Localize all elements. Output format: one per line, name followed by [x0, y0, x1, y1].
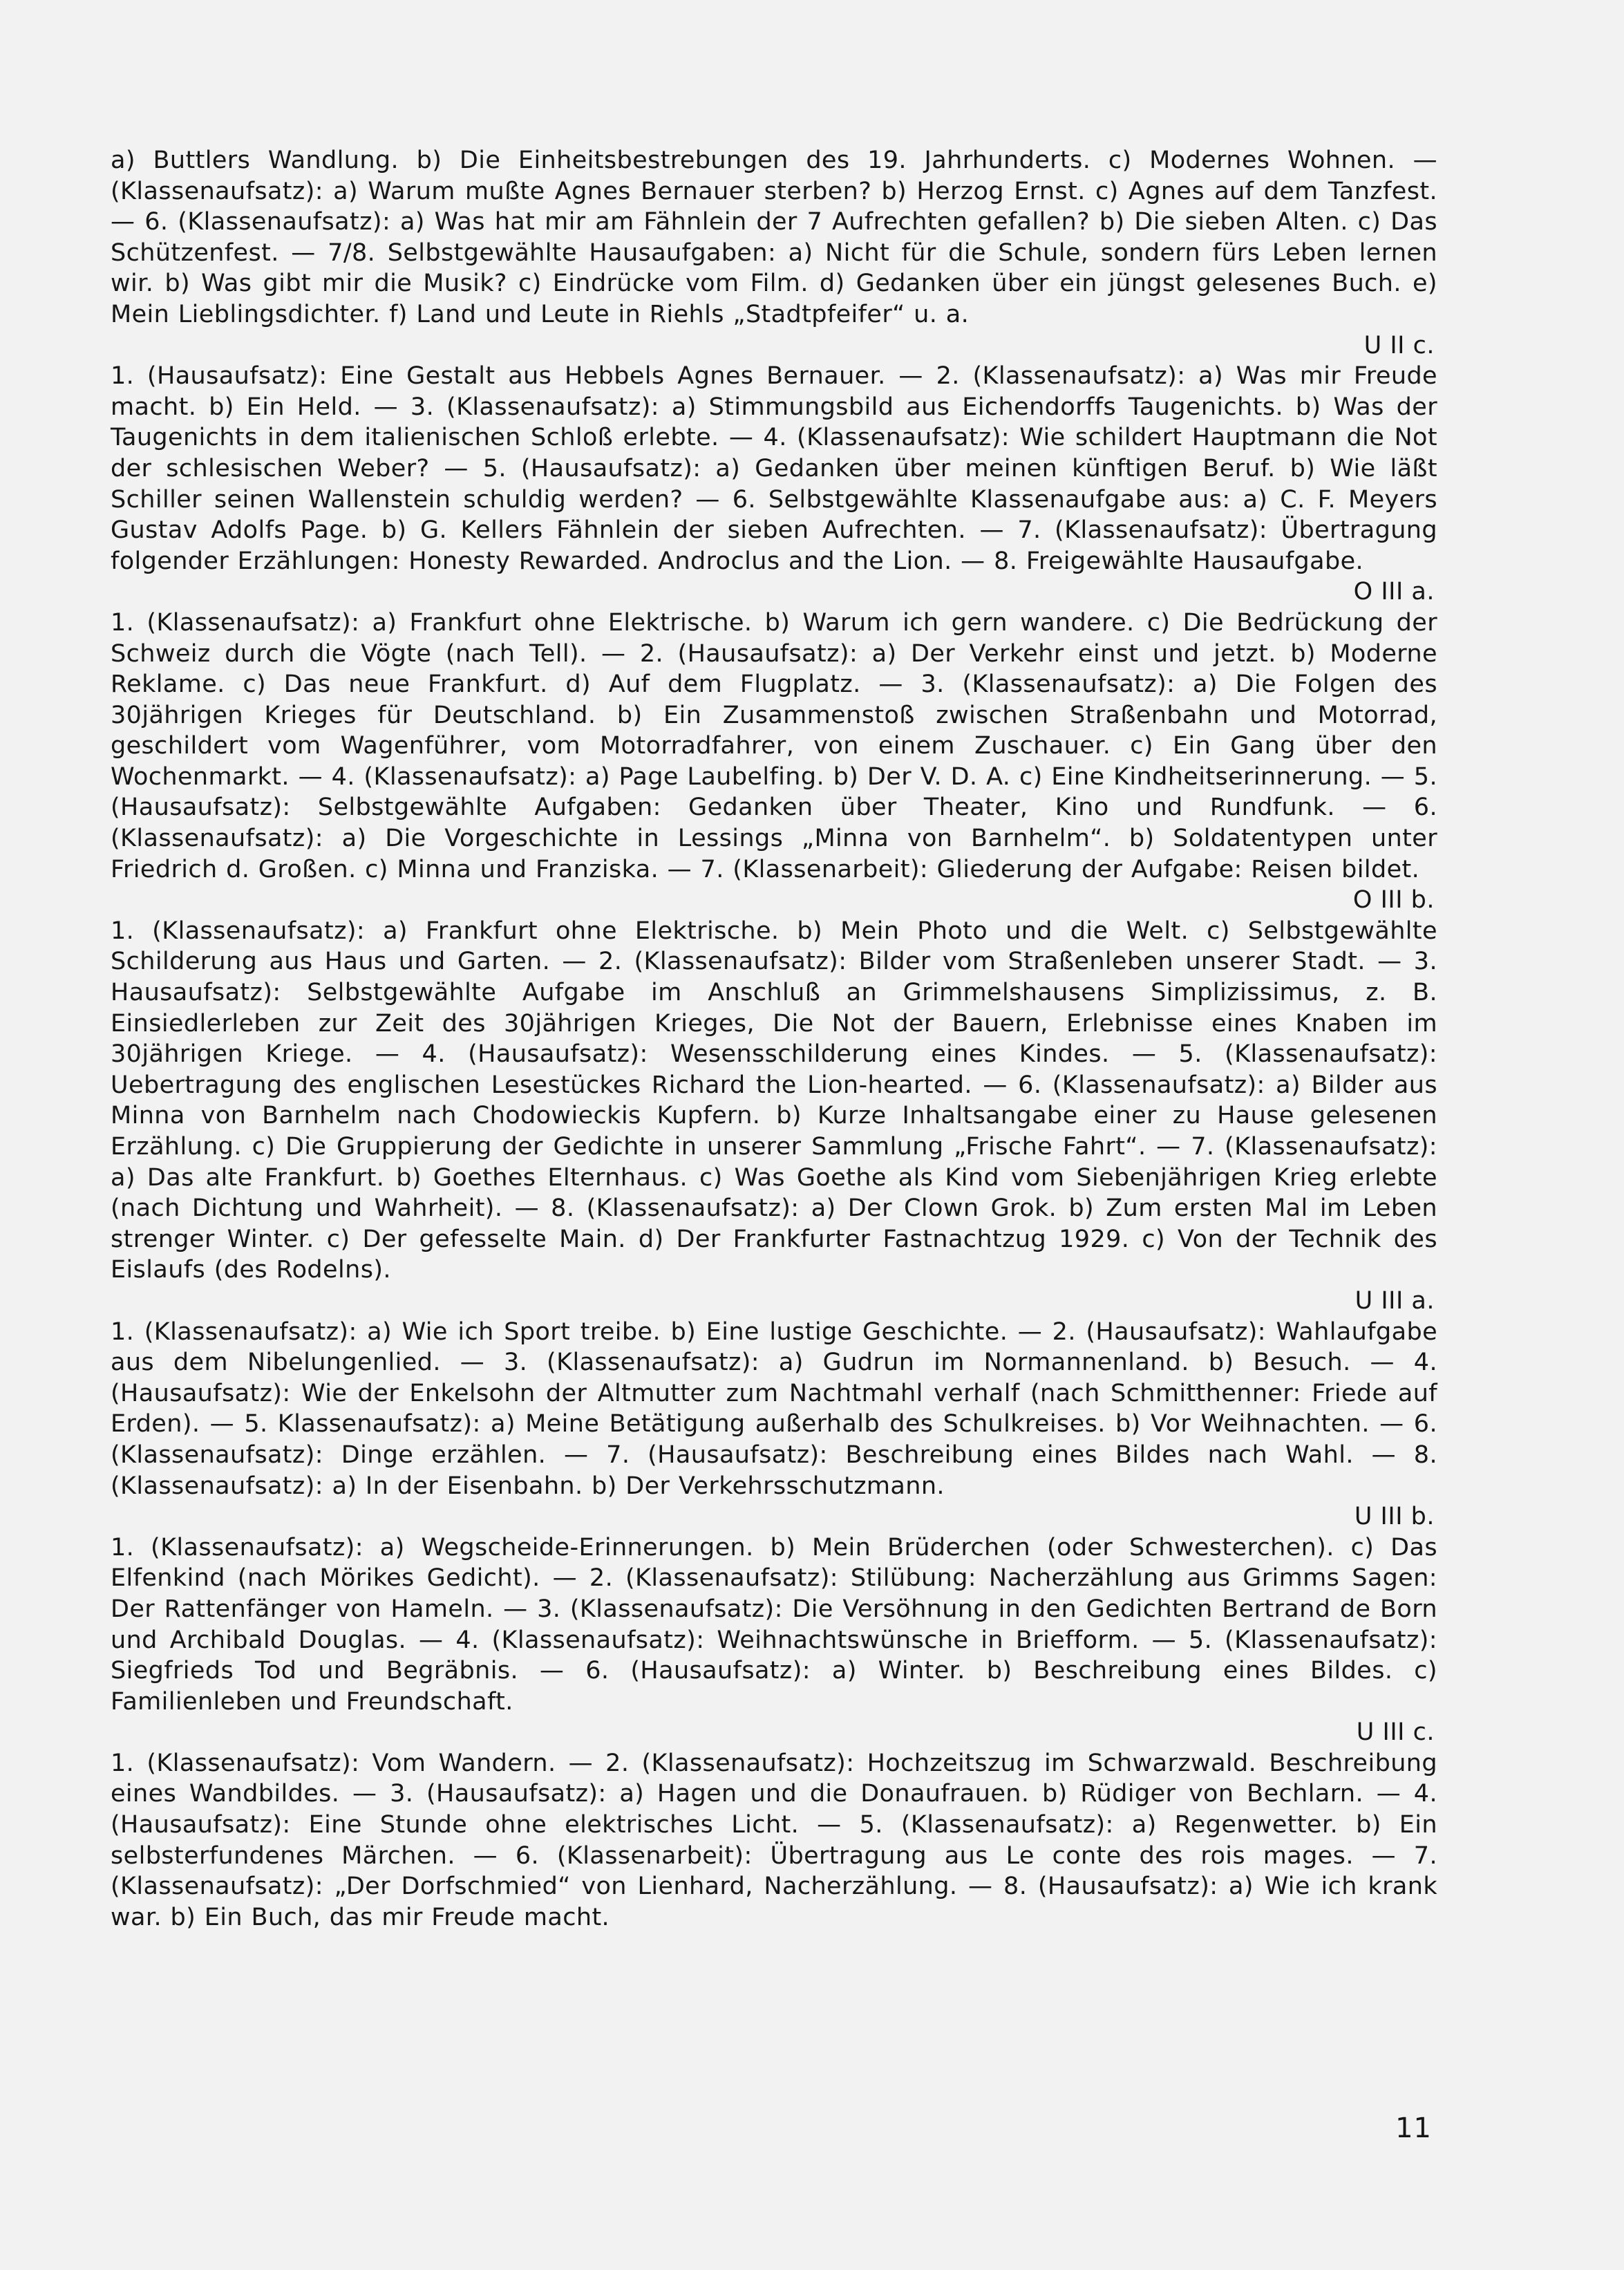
page-body — [111, 145, 1437, 2150]
class-paragraph-u2c: 1. (Hausaufsatz): Eine Gestalt aus Hebbels Agnes Bernauer. — 2. (Klassenaufsatz): a) Was mir Freude macht. b) Ein Held. — 3. (Klassenaufsatz): a) Stimmungsbild aus Eichendorffs Taugenichts. b) Was der Taugenichts in dem italienischen Schloß erlebte. — 4. (Klassenaufsatz): Wie schildert Hauptmann die Not der schlesischen Weber? — 5. (Hausaufsatz): a) Gedanken über meinen künftigen Beruf. b) Wie läßt Schiller seinen Wallenstein schuldig werden? — 6. Selbstgewählte Klassenaufgabe aus: a) C. F. Meyers Gustav Adolfs Page. b) G. Kellers Fähnlein der sieben Aufrechten. — 7. (Klassenaufsatz): Übertragung folgender Erzählungen: Honesty Rewarded. Androclus and the Lion. — 8. Freigewählte Hausaufgabe. — [111, 362, 1437, 575]
page-number: 11 — [1395, 2112, 1432, 2144]
class-paragraph-u3b: 1. (Klassenaufsatz): a) Wegscheide-Erinnerungen. b) Mein Brüderchen (oder Schwesterchen). c) Das Elfenkind (nach Mörikes Gedicht). — 2. (Klassenaufsatz): Stilübung: Nacherzählung aus Grimms Sagen: Der Rattenfänger von Hameln. — 3. (Klassenaufsatz): Die Versöhnung in den Gedichten Bertrand de Born und Archibald Douglas. — 4. (Klassenaufsatz): Weihnachtswünsche in Briefform. — 5. (Klassenaufsatz): Siegfrieds Tod und Begräbnis. — 6. (Hausaufsatz): a) Winter. b) Beschreibung eines Bildes. c) Familienleben und Freundschaft. — [111, 1533, 1437, 1716]
class-heading-o3a: O III a. — [1353, 578, 1435, 606]
class-heading-u3a: U III a. — [1354, 1286, 1435, 1315]
intro-paragraph: a) Buttlers Wandlung. b) Die Einheitsbestrebungen des 19. Jahrhunderts. c) Modernes Wohnen. — (Klassenaufsatz): a) Warum mußte Agnes Bernauer sterben? b) Herzog Ernst. c) Agnes auf dem Tanzfest. — 6. (Klassenaufsatz): a) Was hat mir am Fähnlein der 7 Aufrechten gefallen? b) Die sieben Alten. c) Das Schützenfest. — 7/8. Selbstgewählte Hausaufgaben: a) Nicht für die Schule, sondern fürs Leben lernen wir. b) Was gibt mir die Musik? c) Eindrücke vom Film. d) Gedanken über ein jüngst gelesenes Buch. e) Mein Lieblingsdichter. f) Land und Leute in Riehls „Stadtpfeifer“ u. a. — [111, 147, 1437, 328]
class-heading-u2c: U II c. — [1363, 331, 1435, 359]
class-paragraph-o3b: 1. (Klassenaufsatz): a) Frankfurt ohne Elektrische. b) Mein Photo und die Welt. c) Selbstgewählte Schilderung aus Haus und Garten. — 2. (Klassenaufsatz): Bilder vom Straßenleben unserer Stadt. — 3. Hausaufsatz): Selbstgewählte Aufgabe im Anschluß an Grimmelshausens Simplizissimus, z. B. Einsiedlerleben zur Zeit des 30jährigen Krieges, Die Not der Bauern, Erlebnisse eines Knaben im 30jährigen Kriege. — 4. (Hausaufsatz): Wesensschilderung eines Kindes. — 5. (Klassenaufsatz): Uebertragung des englischen Lesestückes Richard the Lion-hearted. — 6. (Klassenaufsatz): a) Bilder aus Minna von Barnhelm nach Chodowieckis Kupfern. b) Kurze Inhaltsangabe einer zu Hause gelesenen Erzählung. c) Die Gruppierung der Gedichte in unserer Sammlung „Frische Fahrt“. — 7. (Klassenaufsatz): a) Das alte Frankfurt. b) Goethes Elternhaus. c) Was Goethe als Kind vom Siebenjährigen Krieg erlebte (nach Dichtung und Wahrheit). — 8. (Klassenaufsatz): a) Der Clown Grok. b) Zum ersten Mal im Leben strenger Winter. c) Der gefesselte Main. d) Der Frankfurter Fastnachtzug 1929. c) Von der Technik des Eislaufs (des Rodelns). — [111, 917, 1437, 1284]
class-paragraph-u3c: 1. (Klassenaufsatz): Vom Wandern. — 2. (Klassenaufsatz): Hochzeitszug im Schwarzwald. Beschreibung eines Wandbildes. — 3. (Hausaufsatz): a) Hagen und die Donaufrauen. b) Rüdiger von Bechlarn. — 4. (Hausaufsatz): Eine Stunde ohne elektrisches Licht. — 5. (Klassenaufsatz): a) Regenwetter. b) Ein selbsterfundenes Märchen. — 6. (Klassenarbeit): Übertragung aus Le conte des rois mages. — 7. (Klassenaufsatz): „Der Dorfschmied“ von Lienhard, Nacherzählung. — 8. (Hausaufsatz): a) Wie ich krank war. b) Ein Buch, das mir Freude macht. — [111, 1749, 1437, 1931]
class-heading-u3b: U III b. — [1354, 1503, 1435, 1531]
class-heading-o3b: O III b. — [1352, 886, 1435, 914]
class-heading-u3c: U III c. — [1356, 1718, 1435, 1747]
class-paragraph-u3a: 1. (Klassenaufsatz): a) Wie ich Sport treibe. b) Eine lustige Geschichte. — 2. (Hausaufsatz): Wahlaufgabe aus dem Nibelungenlied. — 3. (Klassenaufsatz): a) Gudrun im Normannenland. b) Besuch. — 4. (Hausaufsatz): Wie der Enkelsohn der Altmutter zum Nachtmahl verhalf (nach Schmitthenner: Friede auf Erden). — 5. Klassenaufsatz): a) Meine Betätigung außerhalb des Schulkreises. b) Vor Weihnachten. — 6. (Klassenaufsatz): Dinge erzählen. — 7. (Hausaufsatz): Beschreibung eines Bildes nach Wahl. — 8. (Klassenaufsatz): a) In der Eisenbahn. b) Der Verkehrsschutzmann. — [111, 1317, 1437, 1500]
class-paragraph-o3a: 1. (Klassenaufsatz): a) Frankfurt ohne Elektrische. b) Warum ich gern wandere. c) Die Bedrückung der Schweiz durch die Vögte (nach Tell). — 2. (Hausaufsatz): a) Der Verkehr einst und jetzt. b) Moderne Reklame. c) Das neue Frankfurt. d) Auf dem Flugplatz. — 3. (Klassenaufsatz): a) Die Folgen des 30jährigen Krieges für Deutschland. b) Ein Zusammenstoß zwischen Straßenbahn und Motorrad, geschildert vom Wagenführer, vom Motorradfahrer, von einem Zuschauer. c) Ein Gang über den Wochenmarkt. — 4. (Klassenaufsatz): a) Page Laubelfing. b) Der V. D. A. c) Eine Kindheitserinnerung. — 5. (Hausaufsatz): Selbstgewählte Aufgaben: Gedanken über Theater, Kino und Rundfunk. — 6. (Klassenaufsatz): a) Die Vorgeschichte in Lessings „Minna von Barnhelm“. b) Soldatentypen unter Friedrich d. Großen. c) Minna und Franziska. — 7. (Klassenarbeit): Gliederung der Aufgabe: Reisen bildet. — [111, 608, 1437, 883]
